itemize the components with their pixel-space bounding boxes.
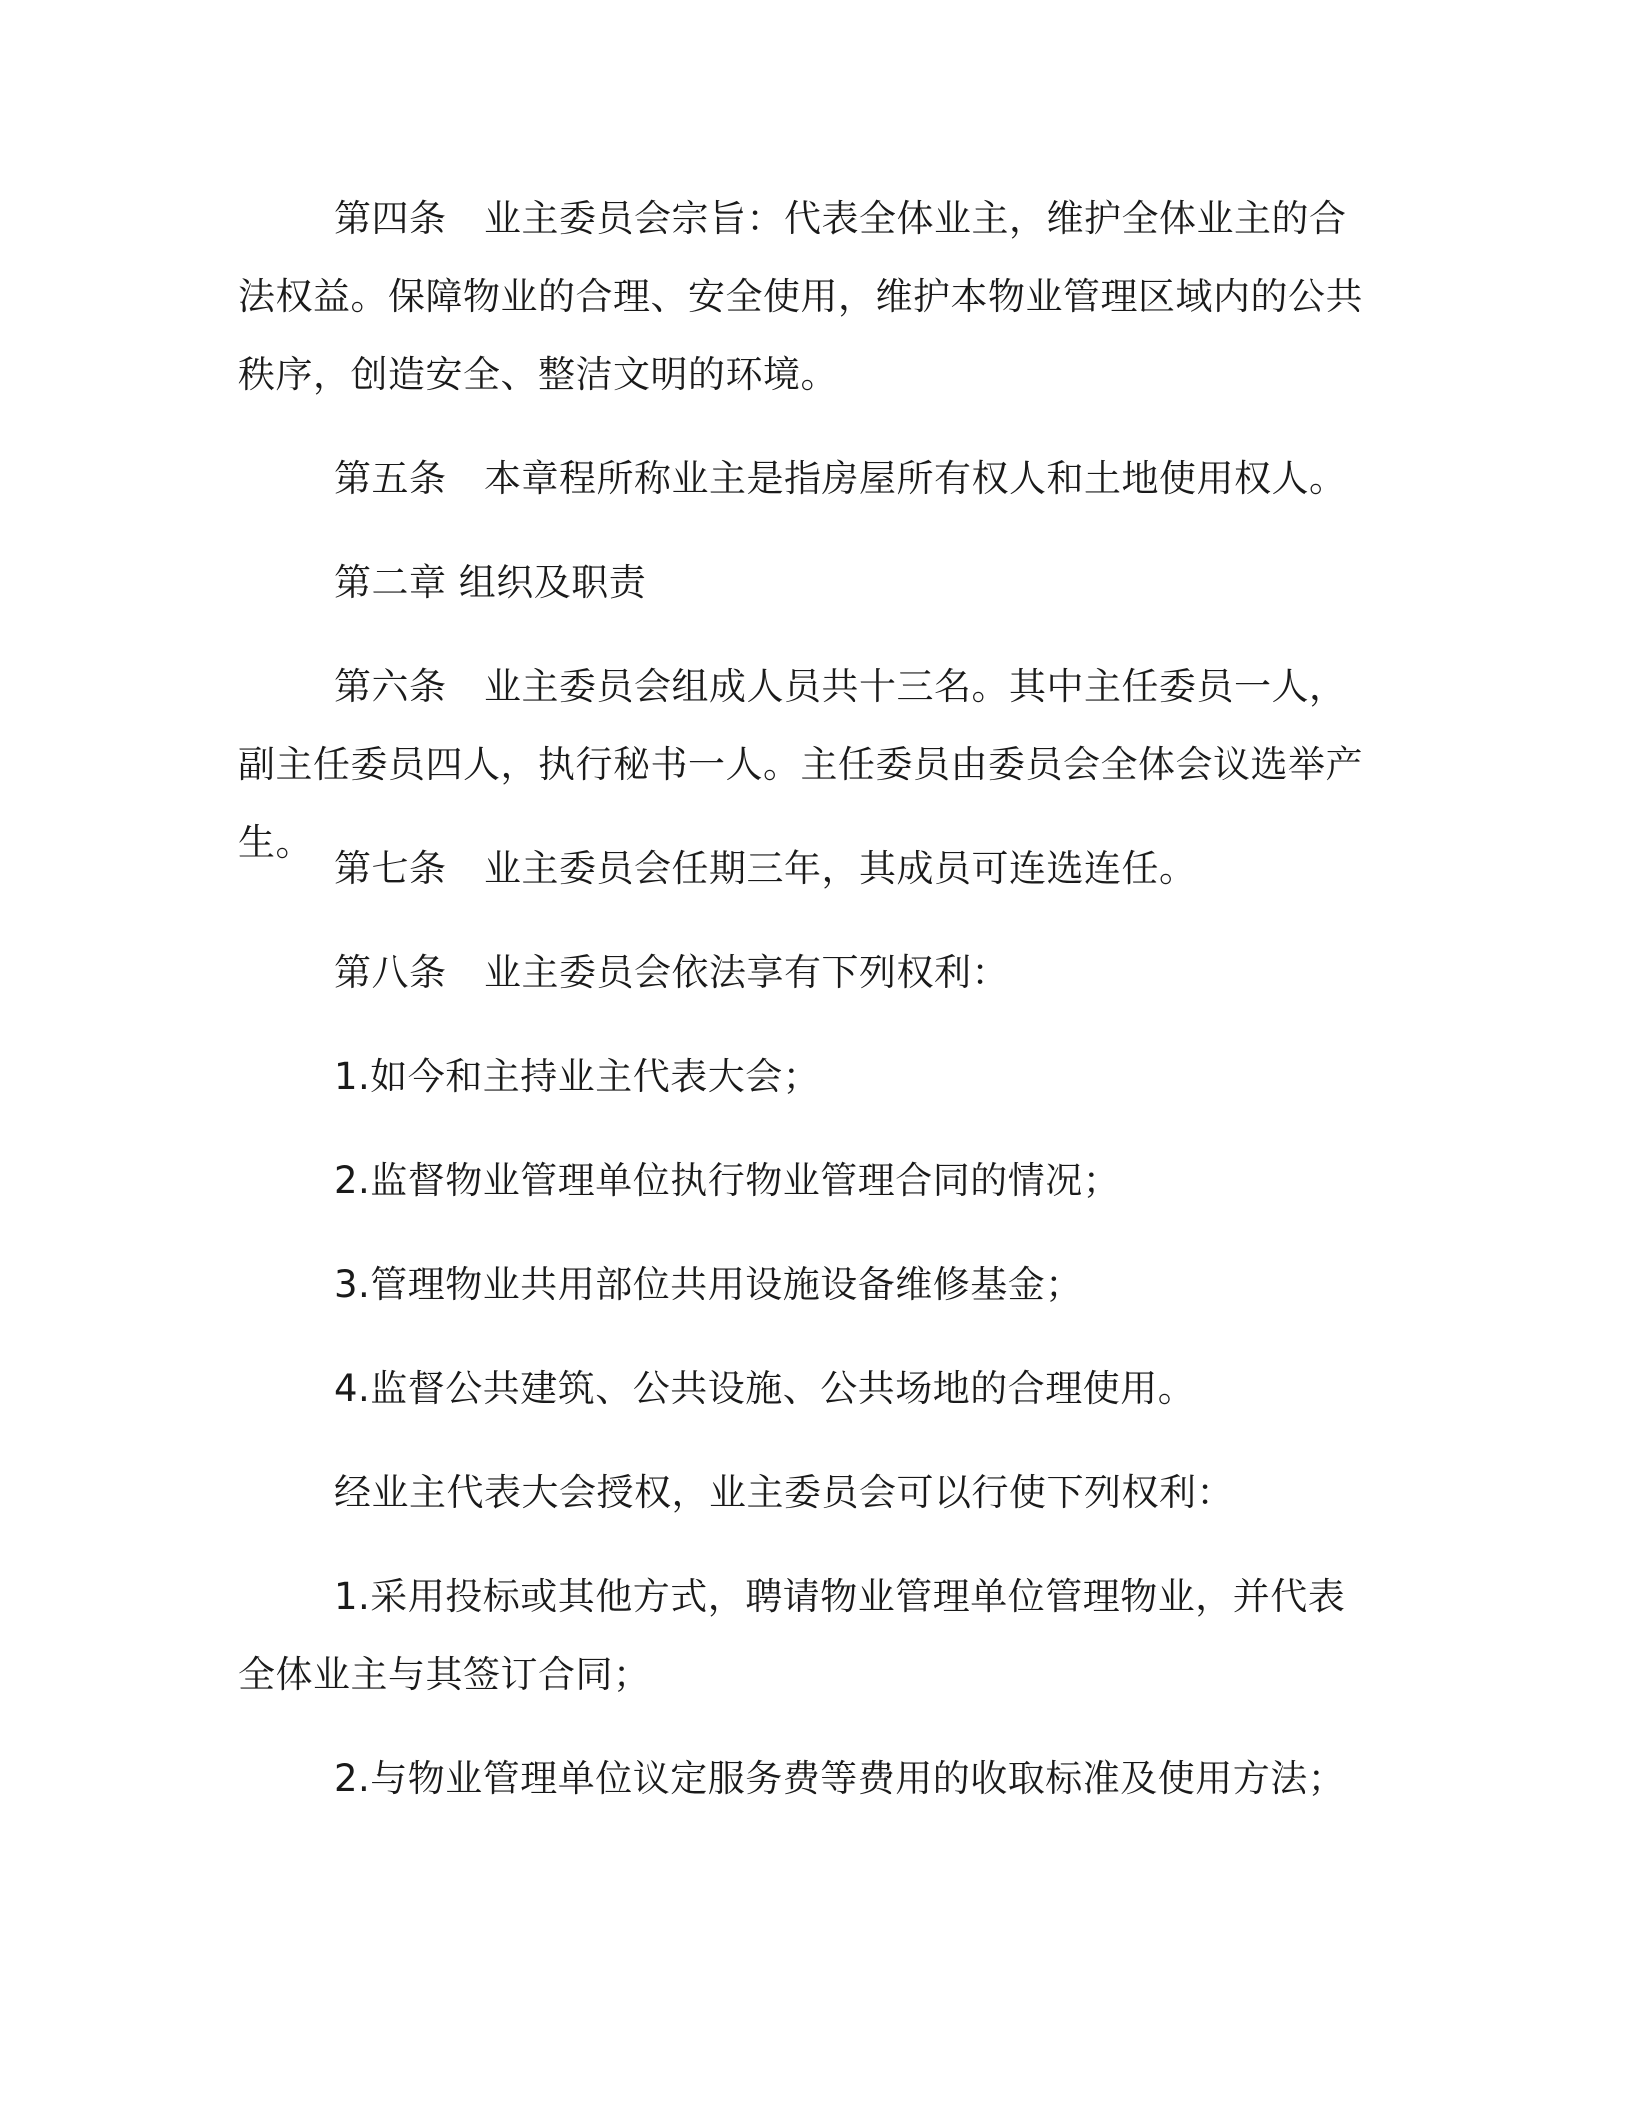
article-8-paragraph: 第八条 业主委员会依法享有下列权利： (334, 951, 1009, 994)
rights-item-1: 1.如今和主持业主代表大会； (334, 1055, 821, 1098)
article-6-paragraph: 第六条 业主委员会组成人员共十三名。其中主任委员一人，副主任委员四人，执行秘书一人。主任委员由委员会全体会议选举产生。 (238, 665, 1363, 864)
article-5-paragraph: 第五条 本章程所称业主是指房屋所有权人和土地使用权人。 (334, 457, 1347, 500)
article-4-paragraph: 第四条 业主委员会宗旨：代表全体业主，维护全体业主的合法权益。保障物业的合理、安全使用，维护本物业管理区域内的公共秩序，创造安全、整洁文明的环境。 (238, 197, 1363, 396)
rights-item-4: 4.监督公共建筑、公共设施、公共场地的合理使用。 (334, 1367, 1196, 1410)
rights-item-3: 3.管理物业共用部位共用设施设备维修基金； (334, 1263, 1083, 1306)
article-7-paragraph: 第七条 业主委员会任期三年，其成员可连选连任。 (334, 847, 1197, 890)
authorized-rights-item-2: 2.与物业管理单位议定服务费等费用的收取标准及使用方法； (334, 1757, 1346, 1800)
rights-item-2: 2.监督物业管理单位执行物业管理合同的情况； (334, 1159, 1121, 1202)
chapter-2-heading: 第二章 组织及职责 (334, 561, 647, 604)
authorized-rights-intro: 经业主代表大会授权，业主委员会可以行使下列权利： (334, 1471, 1234, 1514)
authorized-rights-item-1: 1.采用投标或其他方式，聘请物业管理单位管理物业，并代表全体业主与其签订合同； (238, 1575, 1346, 1696)
